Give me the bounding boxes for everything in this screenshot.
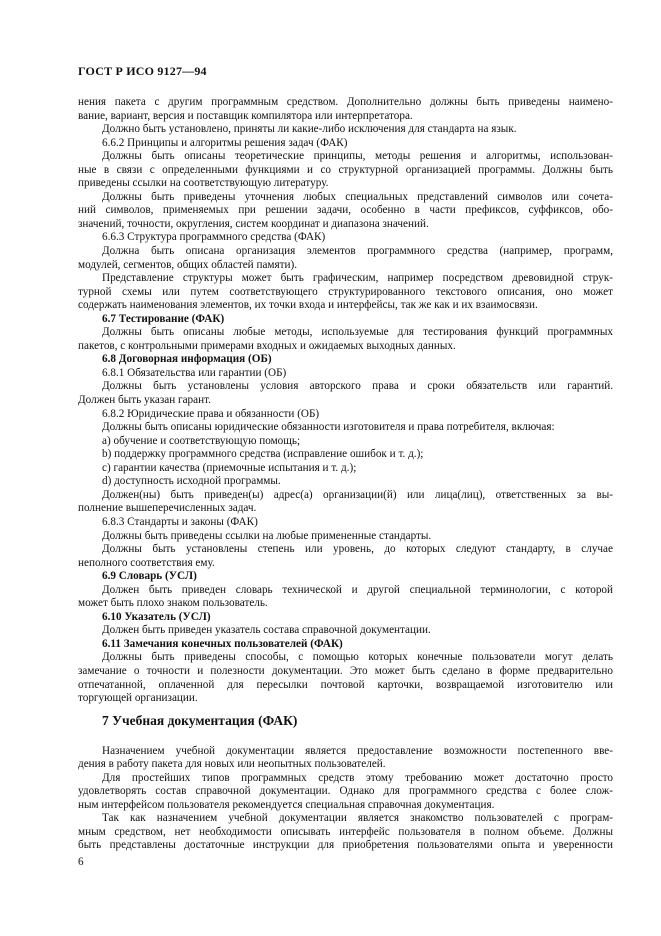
text-line: приведены ссылки на соответствующую литературу. bbox=[78, 177, 329, 190]
text-line: 6.8.2 Юридические права и обязанности (ОБ) bbox=[102, 407, 320, 420]
text-line: c) гарантии качества (приемочные испытания и т. д.); bbox=[102, 461, 357, 474]
text-line: торгующей организации. bbox=[78, 692, 198, 705]
text-line: a) обучение и соответствующую помощь; bbox=[102, 434, 301, 447]
text-line: Должна быть описана организация элементов программного средства (например, программ, bbox=[102, 245, 613, 258]
text-line: 6.8.1 Обязательства или гарантии (ОБ) bbox=[102, 366, 287, 379]
text-line: полнение вышеперечисленных задач. bbox=[78, 502, 257, 515]
text-line: Должны быть описаны любые методы, используемые для тестирования функций программных bbox=[102, 326, 613, 339]
document-body bbox=[78, 96, 613, 853]
text-line: Должен(ны) быть приведен(ы) адрес(а) организации(й) или лица(лиц), ответственных за вы- bbox=[102, 488, 613, 501]
text-line: Так как назначением учебной документации является знакомство пользователей с програм- bbox=[102, 812, 613, 825]
subsection-heading bbox=[78, 570, 613, 584]
text-line: 6.6.3 Структура программного средства (ФАК) bbox=[102, 231, 326, 244]
text-line: пакетов, с контрольными примерами входных и ожидаемых выходных данных. bbox=[78, 339, 456, 352]
text-line: может быть плохо знаком пользователь. bbox=[78, 597, 268, 610]
text-line: Должны быть установлены степень или уровень, до которых следуют стандарту, в случае bbox=[102, 543, 613, 556]
text-line: Для простейших типов программных средств этому требованию может достаточно просто bbox=[102, 771, 613, 784]
subsection-heading bbox=[78, 611, 613, 625]
paragraph bbox=[78, 245, 613, 272]
section-heading bbox=[78, 712, 613, 730]
subsection-heading bbox=[78, 353, 613, 367]
subheading-line bbox=[78, 408, 613, 422]
text-line: 6.6.2 Принципы и алгоритмы решения задач (ФАК) bbox=[102, 136, 348, 149]
text-line: замечание о точности и полезности документации. Это может быть сделано в форме предварительно bbox=[78, 664, 613, 677]
subsection-heading bbox=[78, 313, 613, 327]
text-line: отпечатанной, оплаченной для пересылки почтовой карточки, возвращаемой изготовителю или bbox=[78, 678, 613, 691]
paragraph bbox=[78, 123, 613, 137]
text-line: Должны быть приведены уточнения любых специальных представлений символов или сочета- bbox=[102, 190, 613, 203]
text-line: Должны быть описаны юридические обязанности изготовителя и права потребителя, включая: bbox=[102, 421, 555, 434]
text-line: d) доступность исходной программы. bbox=[102, 475, 281, 488]
text-line: Должны быть приведены ссылки на любые примененные стандарты. bbox=[102, 529, 432, 542]
text-line: Должен быть приведен указатель состава справочной документации. bbox=[102, 624, 431, 637]
text-line: дения в работу пакета для новых или неопытных пользователей. bbox=[78, 758, 386, 771]
text-line: Должны быть приведены способы, с помощью которых конечные пользователи могут делать bbox=[102, 651, 613, 664]
text-line: содержать наименования элементов, их точки входа и интерфейсы, так же как и их взаимосвязи. bbox=[78, 299, 538, 312]
text-line: Должен быть указан гарант. bbox=[78, 394, 211, 407]
document-header: ГОСТ Р ИСО 9127—94 bbox=[78, 64, 207, 78]
text-line: ные в связи с определенными функциями и со структурной организацией программы. Должны быть bbox=[78, 163, 613, 176]
text-line: значений, точности, округления, систем координат и диапазона значений. bbox=[78, 217, 429, 230]
subheading-line bbox=[78, 516, 613, 530]
paragraph bbox=[78, 530, 613, 544]
text-line: Должен быть приведен словарь технической и другой специальной терминологии, с которой bbox=[102, 583, 613, 596]
subheading-line bbox=[78, 137, 613, 151]
text-line: b) поддержку программного средства (исправление ошибок и т. д.); bbox=[102, 448, 424, 461]
subheading-line bbox=[78, 475, 613, 489]
text-line: Должно быть установлено, приняты ли какие-либо исключения для стандарта на язык. bbox=[102, 123, 517, 136]
subheading-line bbox=[78, 462, 613, 476]
text-line: неполного соответствия ему. bbox=[78, 556, 215, 569]
paragraph bbox=[78, 812, 613, 853]
paragraph bbox=[78, 191, 613, 232]
paragraph bbox=[78, 272, 613, 313]
paragraph bbox=[78, 745, 613, 772]
text-line: ным интерфейсом пользователя рекомендуется специальная справочная документация. bbox=[78, 798, 495, 811]
text-line: мным средством, нет необходимости описывать интерфейс пользователя в полном объеме. Должны bbox=[78, 825, 613, 838]
paragraph bbox=[78, 380, 613, 407]
text-line: быть представлены достаточные инструкции для приобретения пользователями опыта и уверенности bbox=[78, 839, 613, 852]
text-line: Должны быть описаны теоретические принципы, методы решения и алгоритмы, использован- bbox=[102, 150, 613, 163]
text-line: 6.9 Словарь (УСЛ) bbox=[102, 570, 197, 583]
paragraph bbox=[78, 326, 613, 353]
text-line: ний символов, применяемых при решении задачи, особенно в части префиксов, суффиксов, обо- bbox=[78, 204, 613, 217]
text-line: 6.10 Указатель (УСЛ) bbox=[102, 610, 211, 623]
text-line: 6.7 Тестирование (ФАК) bbox=[102, 312, 225, 325]
text-line: турной схемы или путем соответствующего структурированного текстового описания, оно может bbox=[78, 285, 613, 298]
paragraph bbox=[78, 543, 613, 570]
text-line: 7 Учебная документация (ФАК) bbox=[102, 712, 298, 728]
subheading-line bbox=[78, 367, 613, 381]
paragraph bbox=[78, 96, 613, 123]
subheading-line bbox=[78, 448, 613, 462]
text-line: Представление структуры может быть графическим, например посредством древовидной струк- bbox=[102, 272, 613, 285]
text-line: нения пакета с другим программным средством. Дополнительно должны быть приведены наимено- bbox=[78, 96, 613, 108]
paragraph bbox=[78, 651, 613, 705]
text-line: 6.11 Замечания конечных пользователей (ФАК) bbox=[102, 637, 343, 650]
paragraph bbox=[78, 489, 613, 516]
paragraph bbox=[78, 624, 613, 638]
subsection-heading bbox=[78, 638, 613, 652]
text-line: Назначением учебной документации является предоставление возможности постепенного вве- bbox=[102, 744, 613, 757]
subheading-line bbox=[78, 435, 613, 449]
paragraph bbox=[78, 150, 613, 191]
text-line: вание, вариант, версия и поставщик компилятора или интерпретатора. bbox=[78, 109, 413, 122]
subheading-line bbox=[78, 231, 613, 245]
text-line: модулей, сегментов, общих областей памяти). bbox=[78, 258, 298, 271]
text-line: Должны быть установлены условия авторского права и сроки обязательств или гарантий. bbox=[102, 380, 613, 393]
paragraph bbox=[78, 772, 613, 813]
paragraph bbox=[78, 421, 613, 435]
paragraph bbox=[78, 584, 613, 611]
text-line: 6.8.3 Стандарты и законы (ФАК) bbox=[102, 515, 258, 528]
text-line: удовлетворять состав справочной документации. Однако для программного средства с более слож- bbox=[78, 785, 613, 798]
text-line: 6.8 Договорная информация (ОБ) bbox=[102, 353, 272, 366]
page-number: 6 bbox=[78, 856, 84, 868]
